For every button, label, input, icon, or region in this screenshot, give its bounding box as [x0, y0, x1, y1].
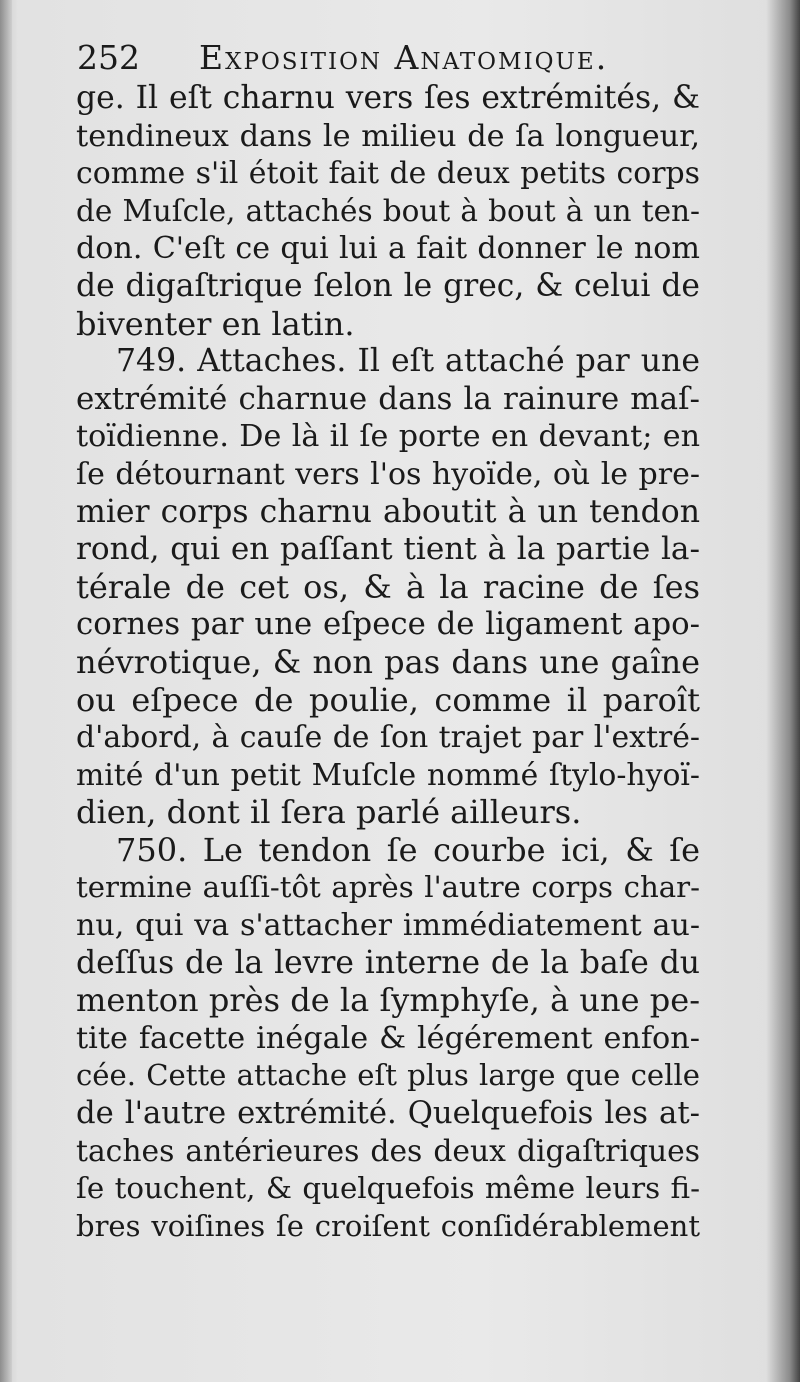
- text-line: rond, qui en paſſant tient à la partie la-: [76, 531, 700, 568]
- text-line: térale de cet os, & à la racine de ſes: [76, 567, 700, 606]
- text-line: termine auſſi-tôt après l'autre corps char-: [76, 870, 700, 905]
- page-gutter-shadow: [0, 0, 12, 1382]
- body-text: [76, 80, 700, 1245]
- text-line: de digaſtrique ſelon le grec, & celui de: [76, 267, 700, 304]
- text-line: extrémité charnue dans la rainure maſ-: [76, 380, 700, 417]
- text-line: comme s'il étoit fait de deux petits corps: [76, 156, 700, 192]
- text-line: mier corps charnu aboutit à un tendon: [76, 493, 700, 530]
- text-line: nu, qui va s'attacher immédiatement au-: [76, 908, 700, 944]
- paragraph-749-start: 749. Attaches. Il eſt attaché par une: [116, 343, 700, 380]
- text-line: ge. Il eſt charnu vers ſes extrémités, &: [76, 80, 700, 116]
- text-line: taches antérieures des deux digaſtriques: [76, 1133, 700, 1169]
- text-line: ſe détournant vers l'os hyoïde, où le pre-: [76, 456, 700, 492]
- text-line: menton près de la ſymphyſe, à une pe-: [76, 981, 700, 1020]
- text-line: don. C'eſt ce qui lui a fait donner le nom: [76, 231, 700, 267]
- text-line: ſe touchent, & quelquefois même leurs fi-: [76, 1171, 700, 1206]
- page-number: 252: [77, 38, 140, 77]
- page-edge-shadow: [766, 0, 800, 1382]
- text-line: névrotique, & non pas dans une gaîne: [76, 642, 700, 681]
- text-line: ou eſpece de poulie, comme il paroît: [76, 680, 700, 719]
- text-line: deſſus de la levre interne de la baſe du: [76, 944, 700, 981]
- text-line: de l'autre extrémité. Quelquefois les at-: [76, 1096, 700, 1132]
- running-head: Exposition Anatomique.: [199, 38, 609, 77]
- text-line: d'abord, à cauſe de ſon trajet par l'extré-: [76, 720, 700, 756]
- text-line: tite facette inégale & légérement enfon-: [76, 1020, 700, 1056]
- text-line: toïdienne. De là il ſe porte en devant; en: [76, 419, 700, 455]
- text-line: biventer en latin.: [76, 304, 355, 343]
- text-line: cée. Cette attache eſt plus large que celle: [76, 1058, 700, 1093]
- text-line: cornes par une eſpece de ligament apo-: [76, 606, 700, 643]
- page-header: [77, 36, 737, 80]
- text-line: mité d'un petit Muſcle nommé ſtylo-hyoï-: [76, 757, 700, 793]
- paragraph-750-start: 750. Le tendon ſe courbe ici, & ſe: [116, 830, 700, 869]
- text-line: de Muſcle, attachés bout à bout à un ten-: [76, 193, 700, 228]
- text-line: tendineux dans le milieu de ſa longueur,: [76, 118, 700, 154]
- text-line: bres voiſines ſe croiſent conſidérablement: [76, 1208, 700, 1243]
- text-line: dien, dont il ſera parlé ailleurs.: [76, 793, 582, 832]
